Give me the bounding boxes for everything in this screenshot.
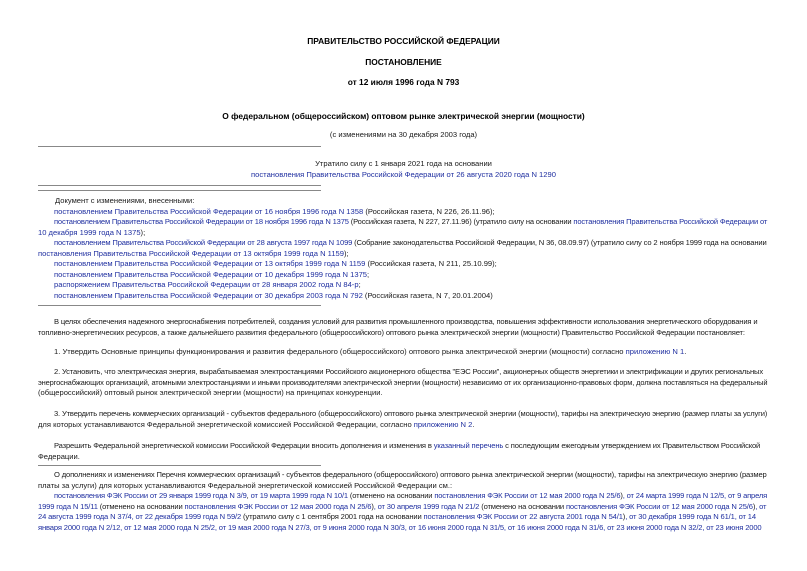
list-item: постановлением Правительства Российской Федерации от 18 ноября 1996 года N 1375 (Российская газета, N 227, 27.11.96) (утратило силу на основании постановления Правительства Российской Федерации от bbox=[54, 217, 768, 226]
preamble: В целях обеспечения надежного энергоснабжения потребителей, создания условий для развития промышленного производства, повышения эффективности использования энергетического оборудования и топливно-энергетических ресурсов, а также дальнейшего развития федерального (общероссийского) оптового рынка электрической энергии (мощности) Правительство Российской Федерации постановляет: bbox=[38, 317, 758, 337]
fek-link[interactable]: , от 30 декабря 1999 года N 61/1 bbox=[625, 512, 735, 521]
amendment-link[interactable]: постановлением Правительства Российской Федерации от 30 декабря 2003 года N 792 bbox=[54, 290, 363, 300]
date-number-heading: от 12 июля 1996 года N 793 bbox=[347, 77, 460, 87]
fek-link[interactable]: , от 14 bbox=[734, 512, 756, 521]
fek-link[interactable]: постановления ФЭК России от 22 августа 2001 года N 54/1 bbox=[423, 512, 623, 521]
expiry-text: Утратило силу с 1 января 2021 года на основании bbox=[315, 159, 492, 168]
fek-link[interactable]: , от 24 марта 1999 года N 12/5 bbox=[622, 491, 725, 500]
amendment-note: (с изменениями на 30 декабря 2003 года) bbox=[329, 130, 478, 139]
amendment-link[interactable]: постановлением Правительства Российской Федерации от 28 августа 1997 года N 1099 bbox=[54, 238, 353, 247]
doc-type-heading: ПОСТАНОВЛЕНИЕ bbox=[365, 57, 442, 67]
fek-link[interactable]: постановления ФЭК России от 12 мая 2000 года N 25/6 bbox=[184, 501, 372, 511]
fek-link[interactable]: , от 22 декабря 1999 года N 59/2 bbox=[131, 512, 242, 521]
list-link[interactable]: указанный перечень bbox=[433, 441, 504, 450]
annex-1-link[interactable]: приложению N 1 bbox=[625, 347, 685, 356]
changes-intro: Документ с изменениями, внесенными: bbox=[55, 196, 195, 205]
fek-link[interactable]: от 19 марта 1999 года N 10/1 bbox=[250, 491, 348, 500]
list-item: постановлением Правительства Российской Федерации от 13 октября 1999 года N 1159 (Российская газета, N 211, 25.10.99); bbox=[54, 259, 497, 268]
fek-link[interactable]: , от 30 апреля 1999 года N 21/2 bbox=[373, 501, 480, 511]
fek-link[interactable]: января 2000 года N 2/12, от 12 мая 2000 года N 25/2, от 19 мая 2000 года N 27/3, от 9 июня 2000 года N 30/3, от 16 июня 2000 года N 31/5, от 16 июня 2000 года N 31/6, от 23 июня 2000 года N 32/2, от 23 июня 2000 bbox=[38, 522, 762, 532]
fek-link[interactable]: 24 августа 1999 года N 37/4 bbox=[38, 512, 132, 521]
amendment-link[interactable]: 10 декабря 1999 года N 1375 bbox=[38, 227, 141, 237]
list-item: распоряжением Правительства Российской Федерации от 28 января 2002 года N 84-р; bbox=[54, 280, 361, 289]
amendment-link[interactable]: постановлением Правительства Российской Федерации от 10 декабря 1999 года N 1375 bbox=[54, 269, 368, 279]
amendment-link[interactable]: постановления Правительства Российской Федерации от 13 октября 1999 года N 1159 bbox=[38, 248, 344, 258]
amendment-link[interactable]: постановлением Правительства Российской Федерации от 13 октября 1999 года N 1159 bbox=[54, 259, 366, 268]
fek-link[interactable]: постановления ФЭК России от 12 мая 2000 года N 25/6 bbox=[434, 491, 621, 500]
fek-link[interactable]: , от bbox=[755, 501, 767, 511]
expiry-link[interactable]: постановления Правительства Российской Федерации от 26 августа 2020 года N 1290 bbox=[251, 170, 556, 179]
list-item: постановлением Правительства Российской Федерации от 28 августа 1997 года N 1099 (Собрание законодательства Российской Федерации, N 36, 08.09.97) (утратило силу со 2 ноября 1999 года на основании bbox=[54, 238, 767, 247]
org-heading: ПРАВИТЕЛЬСТВО РОССИЙСКОЙ ФЕДЕРАЦИИ bbox=[307, 36, 500, 46]
fek-link[interactable]: , от 9 апреля bbox=[724, 491, 768, 500]
annex-2-link[interactable]: приложению N 2 bbox=[413, 419, 473, 429]
fek-link[interactable]: 1999 года N 15/11 bbox=[38, 501, 98, 511]
fek-link[interactable]: постановления ФЭК России от 29 января 1999 года N 3/9 bbox=[54, 491, 247, 500]
amendment-link[interactable]: постановлением Правительства Российской Федерации от 16 ноября 1996 года N 1358 bbox=[54, 206, 364, 216]
list-item: постановлением Правительства Российской Федерации от 16 ноября 1996 года N 1358 (Российская газета, N 226, 26.11.96); bbox=[54, 206, 495, 216]
document-title: О федеральном (общероссийском) оптовом рынке электрической энергии (мощности) bbox=[222, 111, 585, 121]
amendment-link[interactable]: постановлением Правительства Российской Федерации от 18 ноября 1996 года N 1375 bbox=[54, 217, 349, 226]
list-item: постановлением Правительства Российской Федерации от 30 декабря 2003 года N 792 (Российская газета, N 7, 20.01.2004) bbox=[54, 290, 493, 300]
clause-2: 2. Установить, что электрическая энергия, вырабатываемая электростанциями Российского акционерного общества "ЕЭС России", акционерных обществ энергетики и электрификации и других региональных энергоснабжающих организаций, атомными электростанциями и иными производителями электрической энергии (мощности) независимо от их организационно-правовых форм, должна поставляться на федеральный (общероссийский) оптовый рынок электрической энергии (мощности) на принципах конкуренции. bbox=[38, 367, 768, 397]
list-item: 10 декабря 1999 года N 1375); bbox=[38, 227, 146, 237]
divider bbox=[38, 305, 321, 306]
divider bbox=[38, 465, 321, 466]
list-item: постановления Правительства Российской Федерации от 13 октября 1999 года N 1159); bbox=[38, 248, 349, 258]
divider bbox=[38, 190, 321, 191]
divider bbox=[38, 185, 321, 186]
list-item: постановлением Правительства Российской Федерации от 10 декабря 1999 года N 1375; bbox=[54, 269, 370, 279]
clause-1: 1. Утвердить Основные принципы функционирования и развития федерального (общероссийского) оптового рынка электрической энергии (мощности) согласно приложению N 1. bbox=[54, 347, 687, 356]
amendment-link[interactable]: постановления Правительства Российской Федерации от bbox=[573, 217, 768, 226]
reference-note: О дополнениях и изменениях Перечня коммерческих организаций - субъектов федерального (общероссийского) оптового рынка электрической энергии (мощности), тарифы на электрическую энергию (размер платы за услуги) для которых устанавливаются Федеральной энергетической комиссией Российской Федерации см.: постановления ФЭК России от 29 января 1999 года N 3/9, от 19 марта 1999 года N 10/1 (отменено на основании постановления ФЭК России от 12 мая 2000 года N 25/6), от 24 марта 1999 года N 12/5, от 9 апреля 1999 года N 15/11 (отменено на основании постановления ФЭК России от 12 мая 2000 года N 25/6), от 30 апреля 1999 года N 21/2 (отменено на основании постановления ФЭК России от 12 мая 2000 года N 25/6), от 24 августа 1999 года N 37/4, от 22 декабря 1999 года N 59/2 (утратило силу с 1 сентября 2001 года на основании постановления ФЭК России от 22 августа 2001 года N 54/1), от 30 декабря 1999 года N 61/1, от 14 января 2000 года N 2/12, от 12 мая 2000 года N 25/2, от 19 мая 2000 года N 27/3, от 9 июня 2000 года N 30/3, от 16 июня 2000 года N 31/5, от 16 июня 2000 года N 31/6, от 23 июня 2000 года N 32/2, от 23 июня 2000 bbox=[38, 470, 768, 532]
clause-permission: Разрешить Федеральной энергетической комиссии Российской Федерации вносить дополнения и изменения в указанный перечень с последующим ежегодным утверждением их Правительством Российской Федерации. bbox=[38, 441, 761, 461]
fek-link[interactable]: постановления ФЭК России от 12 мая 2000 года N 25/6 bbox=[565, 501, 753, 511]
changes-list bbox=[38, 196, 767, 301]
clause-3: 3. Утвердить перечень коммерческих организаций - субъектов федерального (общероссийского) оптового рынка электрической энергии (мощности), тарифы на электрическую энергию (размер платы за услуги) для которых устанавливаются Федеральной энергетической комиссией Российской Федерации, согласно приложению N 2. bbox=[38, 409, 768, 429]
amendment-link[interactable]: распоряжением Правительства Российской Федерации от 28 января 2002 года N 84-р bbox=[54, 280, 359, 289]
divider bbox=[38, 146, 321, 147]
